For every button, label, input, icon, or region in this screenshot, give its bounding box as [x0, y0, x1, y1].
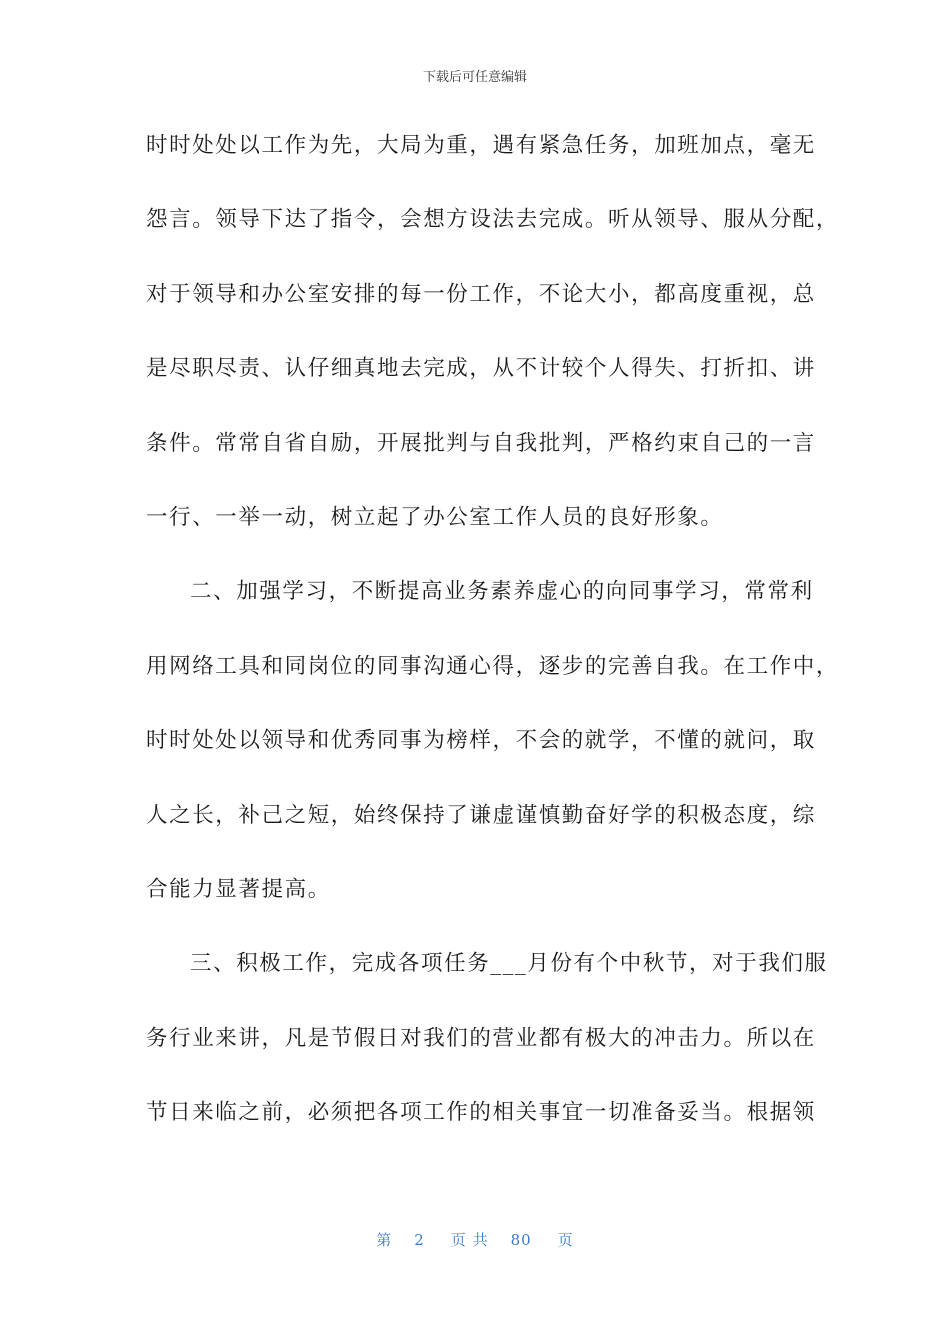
footer-label-ye-gong: 页 共 [450, 1231, 489, 1249]
section-heading-line: 三、积极工作，完成各项任务___月份有个中秋节，对于我们服 [190, 951, 828, 977]
body-line: 用网络工具和同岗位的同事沟通心得，逐步的完善自我。在工作中， [146, 653, 840, 679]
body-line: 怨言。领导下达了指令，会想方设法去完成。听从领导、服从分配， [146, 207, 840, 233]
body-line: 人之长，补己之短，始终保持了谦虚谨慎勤奋好学的积极态度，综 [146, 802, 816, 828]
body-line: 一行、一举一动，树立起了办公室工作人员的良好形象。 [146, 504, 724, 530]
page-footer [0, 1229, 950, 1250]
body-line: 节日来临之前，必须把各项工作的相关事宜一切准备妥当。根据领 [146, 1100, 816, 1126]
body-line: 务行业来讲，凡是节假日对我们的营业都有极大的冲击力。所以在 [146, 1025, 816, 1051]
body-line: 合能力显著提高。 [146, 876, 331, 902]
body-line: 时时处处以领导和优秀同事为榜样，不会的就学，不懂的就问，取 [146, 728, 816, 754]
footer-label-ye: 页 [557, 1231, 574, 1249]
document-body [146, 128, 840, 1169]
section-heading-line: 二、加强学习，不断提高业务素养虚心的向同事学习，常常利 [190, 579, 814, 605]
footer-total-pages: 80 [510, 1231, 532, 1249]
body-line: 对于领导和办公室安排的每一份工作，不论大小，都高度重视，总 [146, 281, 816, 307]
body-line: 时时处处以工作为先，大局为重，遇有紧急任务，加班加点，毫无 [146, 133, 816, 158]
body-line: 条件。常常自省自励，开展批判与自我批判，严格约束自己的一言 [146, 430, 816, 456]
body-line: 是尽职尽责、认仔细真地去完成，从不计较个人得失、打折扣、讲 [146, 356, 816, 382]
page-header: 下载后可任意编辑 [422, 70, 527, 85]
footer-label-di: 第 [376, 1231, 393, 1249]
footer-current-page: 2 [414, 1231, 425, 1249]
